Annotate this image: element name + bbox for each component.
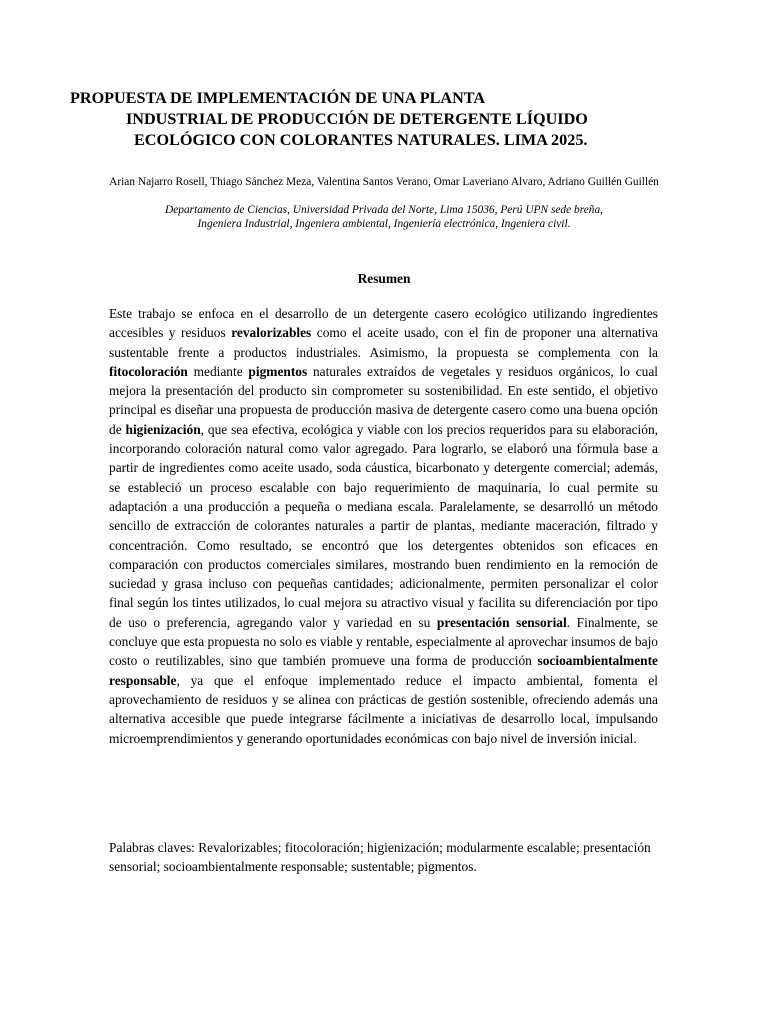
keyword-socioambientalmente-responsable: socioambientalmente responsable bbox=[109, 653, 658, 688]
keyword-revalorizables: revalorizables bbox=[231, 325, 312, 341]
author-list: Arian Najarro Rosell, Thiago Sánchez Meza, Valentina Santos Verano, Omar Laveriano Alvaro, Adriano Guillén Guillén bbox=[109, 176, 659, 188]
title-line-1: PROPUESTA DE IMPLEMENTACIÓN DE UNA PLANTA bbox=[70, 89, 486, 107]
abstract-text: como el aceite usado, con el fin de proponer una alternativa sustentable frente a productos industriales. Asimismo, la propuesta se complementa con la bbox=[109, 325, 658, 360]
abstract-text: , que sea efectiva, ecológica y viable con los precios requeridos para su elaboración, incorporando coloración natural como valor agregado. Para lograrlo, se elaboró una fórmula base a partir de ingredientes como aceite usado, soda cáustica, bicarbonato y detergente comercial; además, se estableció un proceso escalable con bajo requerimiento de maquinaria, lo cual permite su adaptación a una producción a pequeña o mediana escala. Paralelamente, se desarrolló un método sencillo de extracción de colorantes naturales a partir de plantas, mediante maceración, filtrado y concentración. Como resultado, se encontró que los detergentes obtenidos son eficaces en comparación con productos comerciales similares, mostrando buen rendimiento en la remoción de suciedad y grasa incluso con pequeñas cantidades; adicionalmente, permiten personalizar el color final según los tintes utilizados, lo cual mejora su atractivo visual y facilita su diferenciación por tipo de uso o preferencia, agregando valor y variedad en su bbox=[109, 421, 658, 630]
affiliation bbox=[66, 204, 702, 231]
keywords-paragraph: Palabras claves: Revalorizables; fitocoloración; higienización; modularmente escalable; presentación sensorial; socioambientalmente responsable; sustentable; pigmentos. bbox=[109, 840, 651, 875]
abstract-heading: Resumen bbox=[357, 271, 411, 286]
keyword-fitocoloracion: fitocoloración bbox=[109, 363, 188, 379]
abstract-text: , ya que el enfoque implementado reduce el impacto ambiental, fomenta el aprovechamiento de residuos y se alinea con prácticas de gestión sostenible, ofreciendo además una alternativa accesible que puede integrarse fácilmente a iniciativas de desarrollo local, impulsando microemprendimientos y generando oportunidades económicas con bajo nivel de inversión inicial. bbox=[109, 672, 658, 746]
paper-title bbox=[70, 88, 690, 151]
keyword-higienizacion: higienización bbox=[125, 421, 201, 437]
abstract-body bbox=[109, 304, 658, 748]
abstract-text: naturales extraídos de vegetales y residuos orgánicos, lo cual mejora la presentación del producto sin comprometer su sostenibilidad. En este sentido, el objetivo principal es diseñar una propuesta de producción masiva de detergente casero como una buena opción de bbox=[109, 363, 658, 437]
abstract-text: mediante bbox=[187, 363, 249, 379]
keyword-presentacion-sensorial: presentación sensorial bbox=[436, 614, 567, 630]
abstract-text: Este trabajo se enfoca en el desarrollo de un detergente casero ecológico utilizando ingredientes accesibles y residuos bbox=[109, 306, 658, 341]
abstract-text: . Finalmente, se concluye que esta propuesta no solo es viable y rentable, especialmente al aprovechar insumos de bajo costo o reutilizables, sino que también promueve una forma de producción bbox=[109, 614, 658, 669]
affiliation-line-1: Departamento de Ciencias, Universidad Privada del Norte, Lima 15036, Perú UPN sede breña, bbox=[164, 204, 604, 216]
affiliation-line-2: Ingeniera Industrial, Ingeniera ambiental, Ingeniería electrónica, Ingeniera civil. bbox=[197, 217, 571, 230]
keyword-pigmentos: pigmentos bbox=[248, 363, 308, 379]
title-line-3: ECOLÓGICO CON COLORANTES NATURALES. LIMA 2025. bbox=[134, 131, 588, 149]
title-line-2: INDUSTRIAL DE PRODUCCIÓN DE DETERGENTE LÍQUIDO bbox=[126, 110, 588, 128]
